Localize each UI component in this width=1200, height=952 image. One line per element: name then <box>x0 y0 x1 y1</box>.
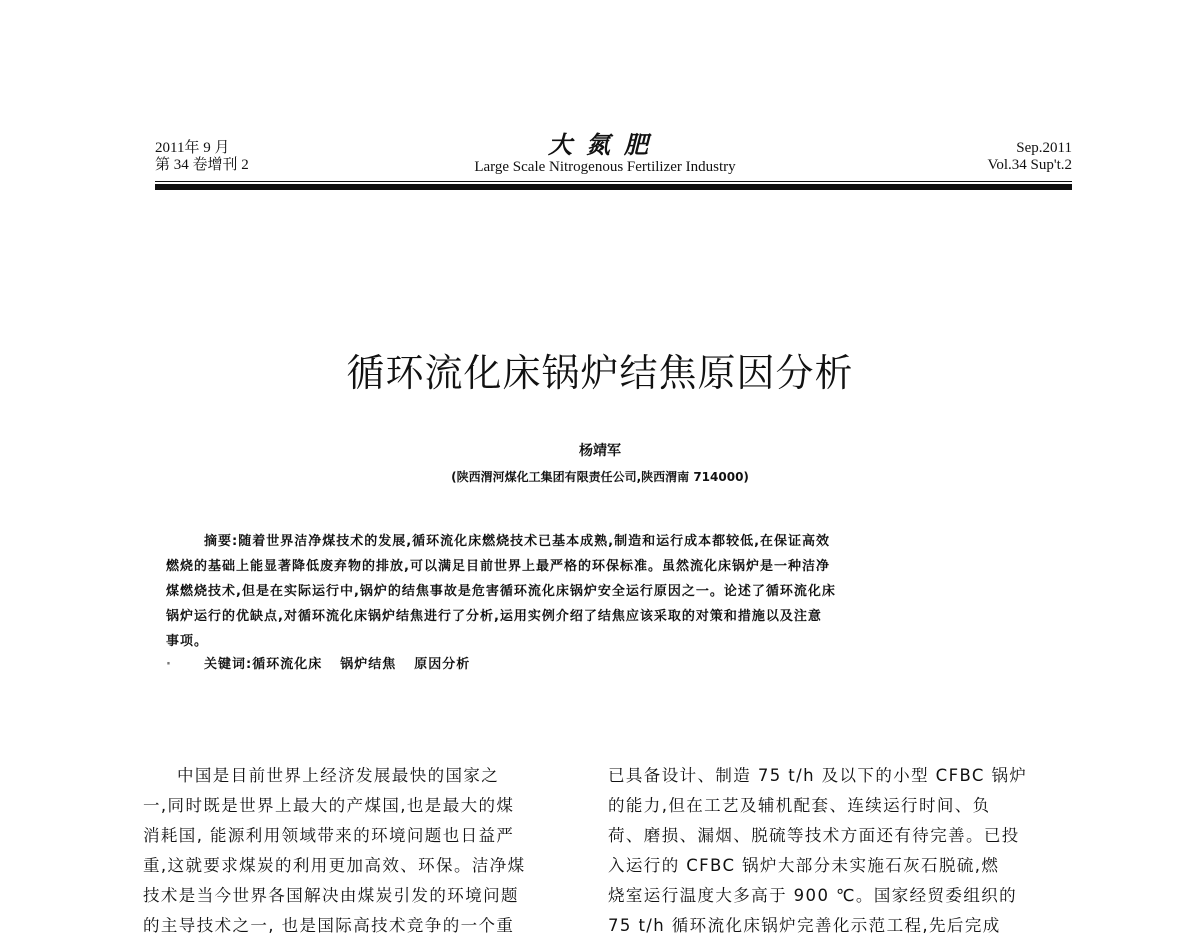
keyword: 循环流化床 <box>252 657 323 672</box>
keyword: 锅炉结焦 <box>340 657 397 672</box>
article-title: 循环流化床锅炉结焦原因分析 <box>346 351 854 395</box>
body-line: 中国是目前世界上经济发展最快的国家之 <box>177 766 500 785</box>
issue-date-en: Sep.2011 <box>1016 140 1072 156</box>
body-line: 消耗国, 能源利用领域带来的环境问题也日益严 <box>143 826 515 845</box>
abstract-line: 燃烧的基础上能显著降低废弃物的排放,可以满足目前世界上最严格的环保标准。虽然流化床锅炉是一种洁净 <box>166 559 830 574</box>
body-line: 重,这就要求煤炭的利用更加高效、环保。洁净煤 <box>143 856 526 875</box>
body-line: 烧室运行温度大多高于 900 ℃。国家经贸委组织的 <box>608 886 1018 905</box>
body-column-right <box>608 761 1053 941</box>
header-right <box>987 140 1072 174</box>
issue-date-cn: 2011年 9 月 <box>155 140 230 156</box>
journal-masthead <box>425 132 785 176</box>
keywords-label: 关键词: <box>204 657 253 672</box>
journal-name-en: Large Scale Nitrogenous Fertilizer Industry <box>474 159 736 175</box>
keywords <box>166 655 488 675</box>
abstract-line: 摘要:随着世界洁净煤技术的发展,循环流化床燃烧技术已基本成熟,制造和运行成本都较低,在保证高效 <box>204 534 831 549</box>
body-line: 75 t/h 循环流化床锅炉完善化示范工程,先后完成 <box>608 916 1001 935</box>
journal-logo: 大氮肥 <box>548 130 662 159</box>
body-line: 已具备设计、制造 75 t/h 及以下的小型 CFBC 锅炉 <box>608 766 1028 785</box>
author-affiliation: (陕西渭河煤化工集团有限责任公司,陕西渭南 714000) <box>451 470 749 484</box>
author-name: 杨靖军 <box>579 443 621 459</box>
keyword: 原因分析 <box>414 657 471 672</box>
scan-speck: · <box>166 657 172 672</box>
body-line: 入运行的 CFBC 锅炉大部分未实施石灰石脱硫,燃 <box>608 856 1000 875</box>
abstract-line: 事项。 <box>166 634 209 649</box>
body-line: 荷、磨损、漏烟、脱硫等技术方面还有待完善。已投 <box>608 826 1020 845</box>
abstract-line: 煤燃烧技术,但是在实际运行中,锅炉的结焦事故是危害循环流化床锅炉安全运行原因之一。论述了循环流化床 <box>166 584 836 599</box>
body-line: 的主导技术之一, 也是国际高技术竞争的一个重 <box>143 916 515 935</box>
body-line: 技术是当今世界各国解决由煤炭引发的环境问题 <box>143 886 519 905</box>
body-line: 的能力,但在工艺及辅机配套、连续运行时间、负 <box>608 796 991 815</box>
body-line: 一,同时既是世界上最大的产煤国,也是最大的煤 <box>143 796 515 815</box>
body-column-left <box>143 761 588 941</box>
abstract-label: 摘要: <box>204 534 239 549</box>
abstract-line: 锅炉运行的优缺点,对循环流化床锅炉结焦进行了分析,运用实例介绍了结焦应该采取的对策和措施以及注意 <box>166 609 822 624</box>
header-rule-thin <box>155 181 1072 182</box>
header-left <box>155 140 249 174</box>
volume-cn: 第 34 卷增刊 2 <box>155 157 249 173</box>
running-header <box>155 130 1072 180</box>
volume-en: Vol.34 Sup't.2 <box>987 157 1072 173</box>
header-rule-thick <box>155 184 1072 190</box>
abstract <box>166 529 1030 654</box>
